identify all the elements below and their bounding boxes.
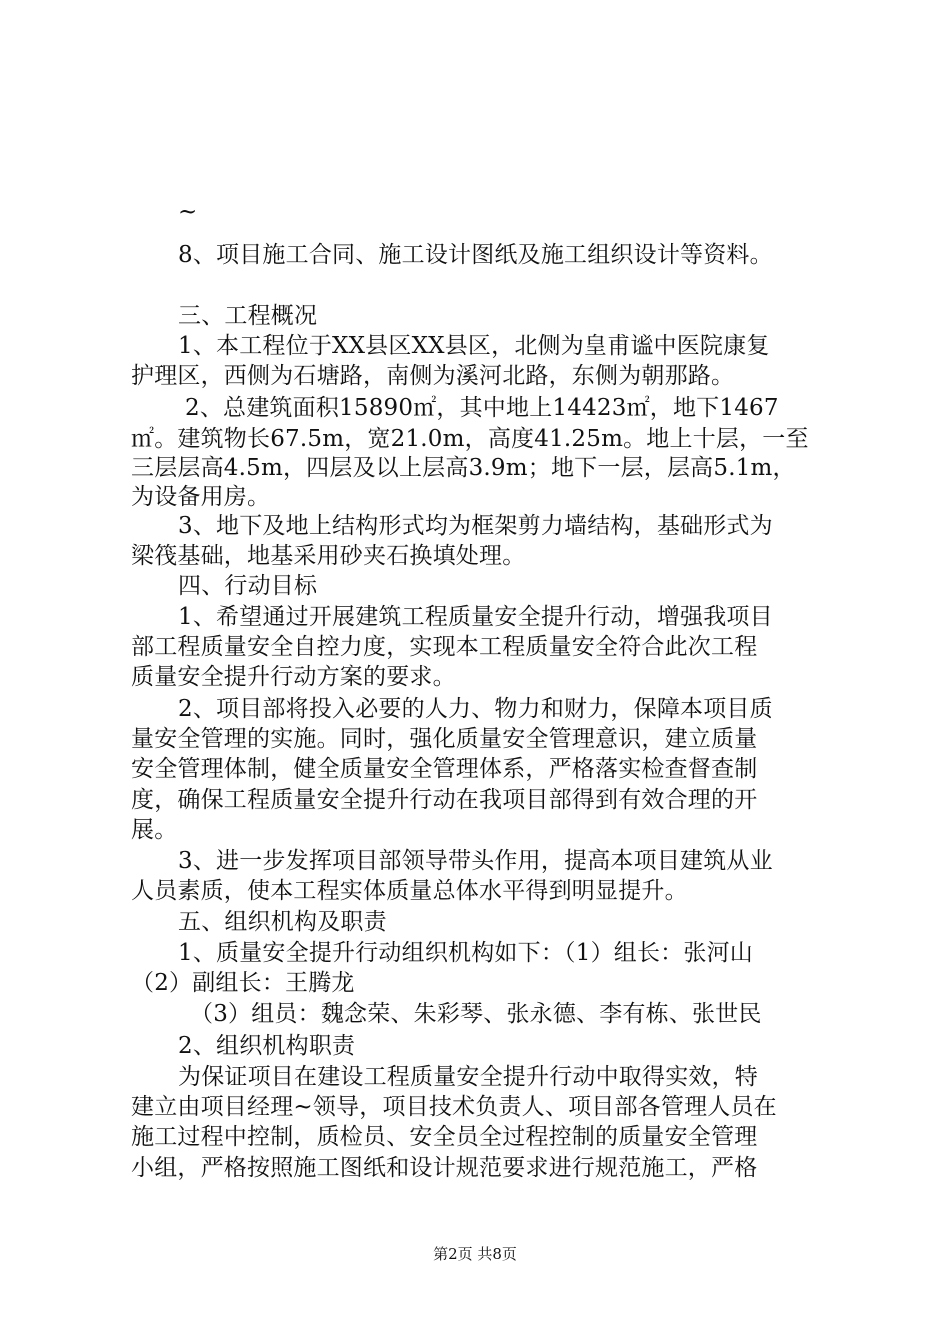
section-heading: 五、组织机构及职责 [178, 909, 387, 935]
paragraph-line: 施工过程中控制，质检员、安全员全过程控制的质量安全管理 [131, 1124, 758, 1150]
paragraph-line: 为设备用房。 [131, 484, 271, 510]
paragraph-line: （2）副组长：王腾龙 [131, 970, 355, 996]
paragraph-line: 人员素质，使本工程实体质量总体水平得到明显提升。 [131, 878, 688, 904]
paragraph-line: 2、总建筑面积15890㎡，其中地上14423㎡，地下1467 [185, 395, 779, 421]
paragraph-line: 3、进一步发挥项目部领导带头作用，提高本项目建筑从业 [178, 848, 773, 874]
paragraph-line: 2、项目部将投入必要的人力、物力和财力，保障本项目质 [178, 696, 773, 722]
paragraph-line: 部工程质量安全自控力度，实现本工程质量安全符合此次工程 [131, 634, 758, 660]
paragraph-line: 展。 [131, 817, 178, 843]
page-number-label: 第2页 共8页 [433, 1245, 517, 1263]
page-footer [0, 1244, 950, 1264]
paragraph-line: 8、项目施工合同、施工设计图纸及施工组织设计等资料。 [178, 242, 773, 268]
paragraph-line: 质量安全提升行动方案的要求。 [131, 664, 456, 690]
paragraph-line: 梁筏基础，地基采用砂夹石换填处理。 [131, 543, 526, 569]
paragraph-line: 为保证项目在建设工程质量安全提升行动中取得实效，特 [178, 1064, 758, 1090]
paragraph-line: 护理区，西侧为石塘路，南侧为溪河北路，东侧为朝那路。 [131, 363, 735, 389]
paragraph-line: 度，确保工程质量安全提升行动在我项目部得到有效合理的开 [131, 787, 758, 813]
paragraph-line: 1、希望通过开展建筑工程质量安全提升行动，增强我项目 [178, 604, 773, 630]
section-heading: 2、组织机构职责 [178, 1033, 356, 1059]
tilde-mark: ~ [178, 199, 198, 225]
section-heading: 三、工程概况 [178, 303, 318, 329]
paragraph-line: 小组，严格按照施工图纸和设计规范要求进行规范施工，严格 [131, 1155, 758, 1181]
paragraph-line: 量安全管理的实施。同时，强化质量安全管理意识，建立质量 [131, 726, 758, 752]
section-heading: 四、行动目标 [178, 573, 318, 599]
paragraph-line: 1、质量安全提升行动组织机构如下：（1）组长：张河山 [178, 940, 753, 966]
paragraph-line: 1、本工程位于XX县区XX县区，北侧为皇甫谧中医院康复 [178, 333, 770, 359]
paragraph-line: ㎡。建筑物长67.5m，宽21.0m，高度41.25m。地上十层，一至 [131, 426, 809, 452]
paragraph-line: 三层层高4.5m，四层及以上层高3.9m；地下一层，层高5.1m， [131, 455, 796, 481]
paragraph-line: 安全管理体制，健全质量安全管理体系，严格落实检查督查制 [131, 756, 758, 782]
paragraph-line: 建立由项目经理~领导，项目技术负责人、项目部各管理人员在 [131, 1094, 777, 1120]
paragraph-line: （3）组员：魏念荣、朱彩琴、张永德、李有栋、张世民 [190, 1001, 762, 1027]
paragraph-line: 3、地下及地上结构形式均为框架剪力墙结构，基础形式为 [178, 513, 773, 539]
